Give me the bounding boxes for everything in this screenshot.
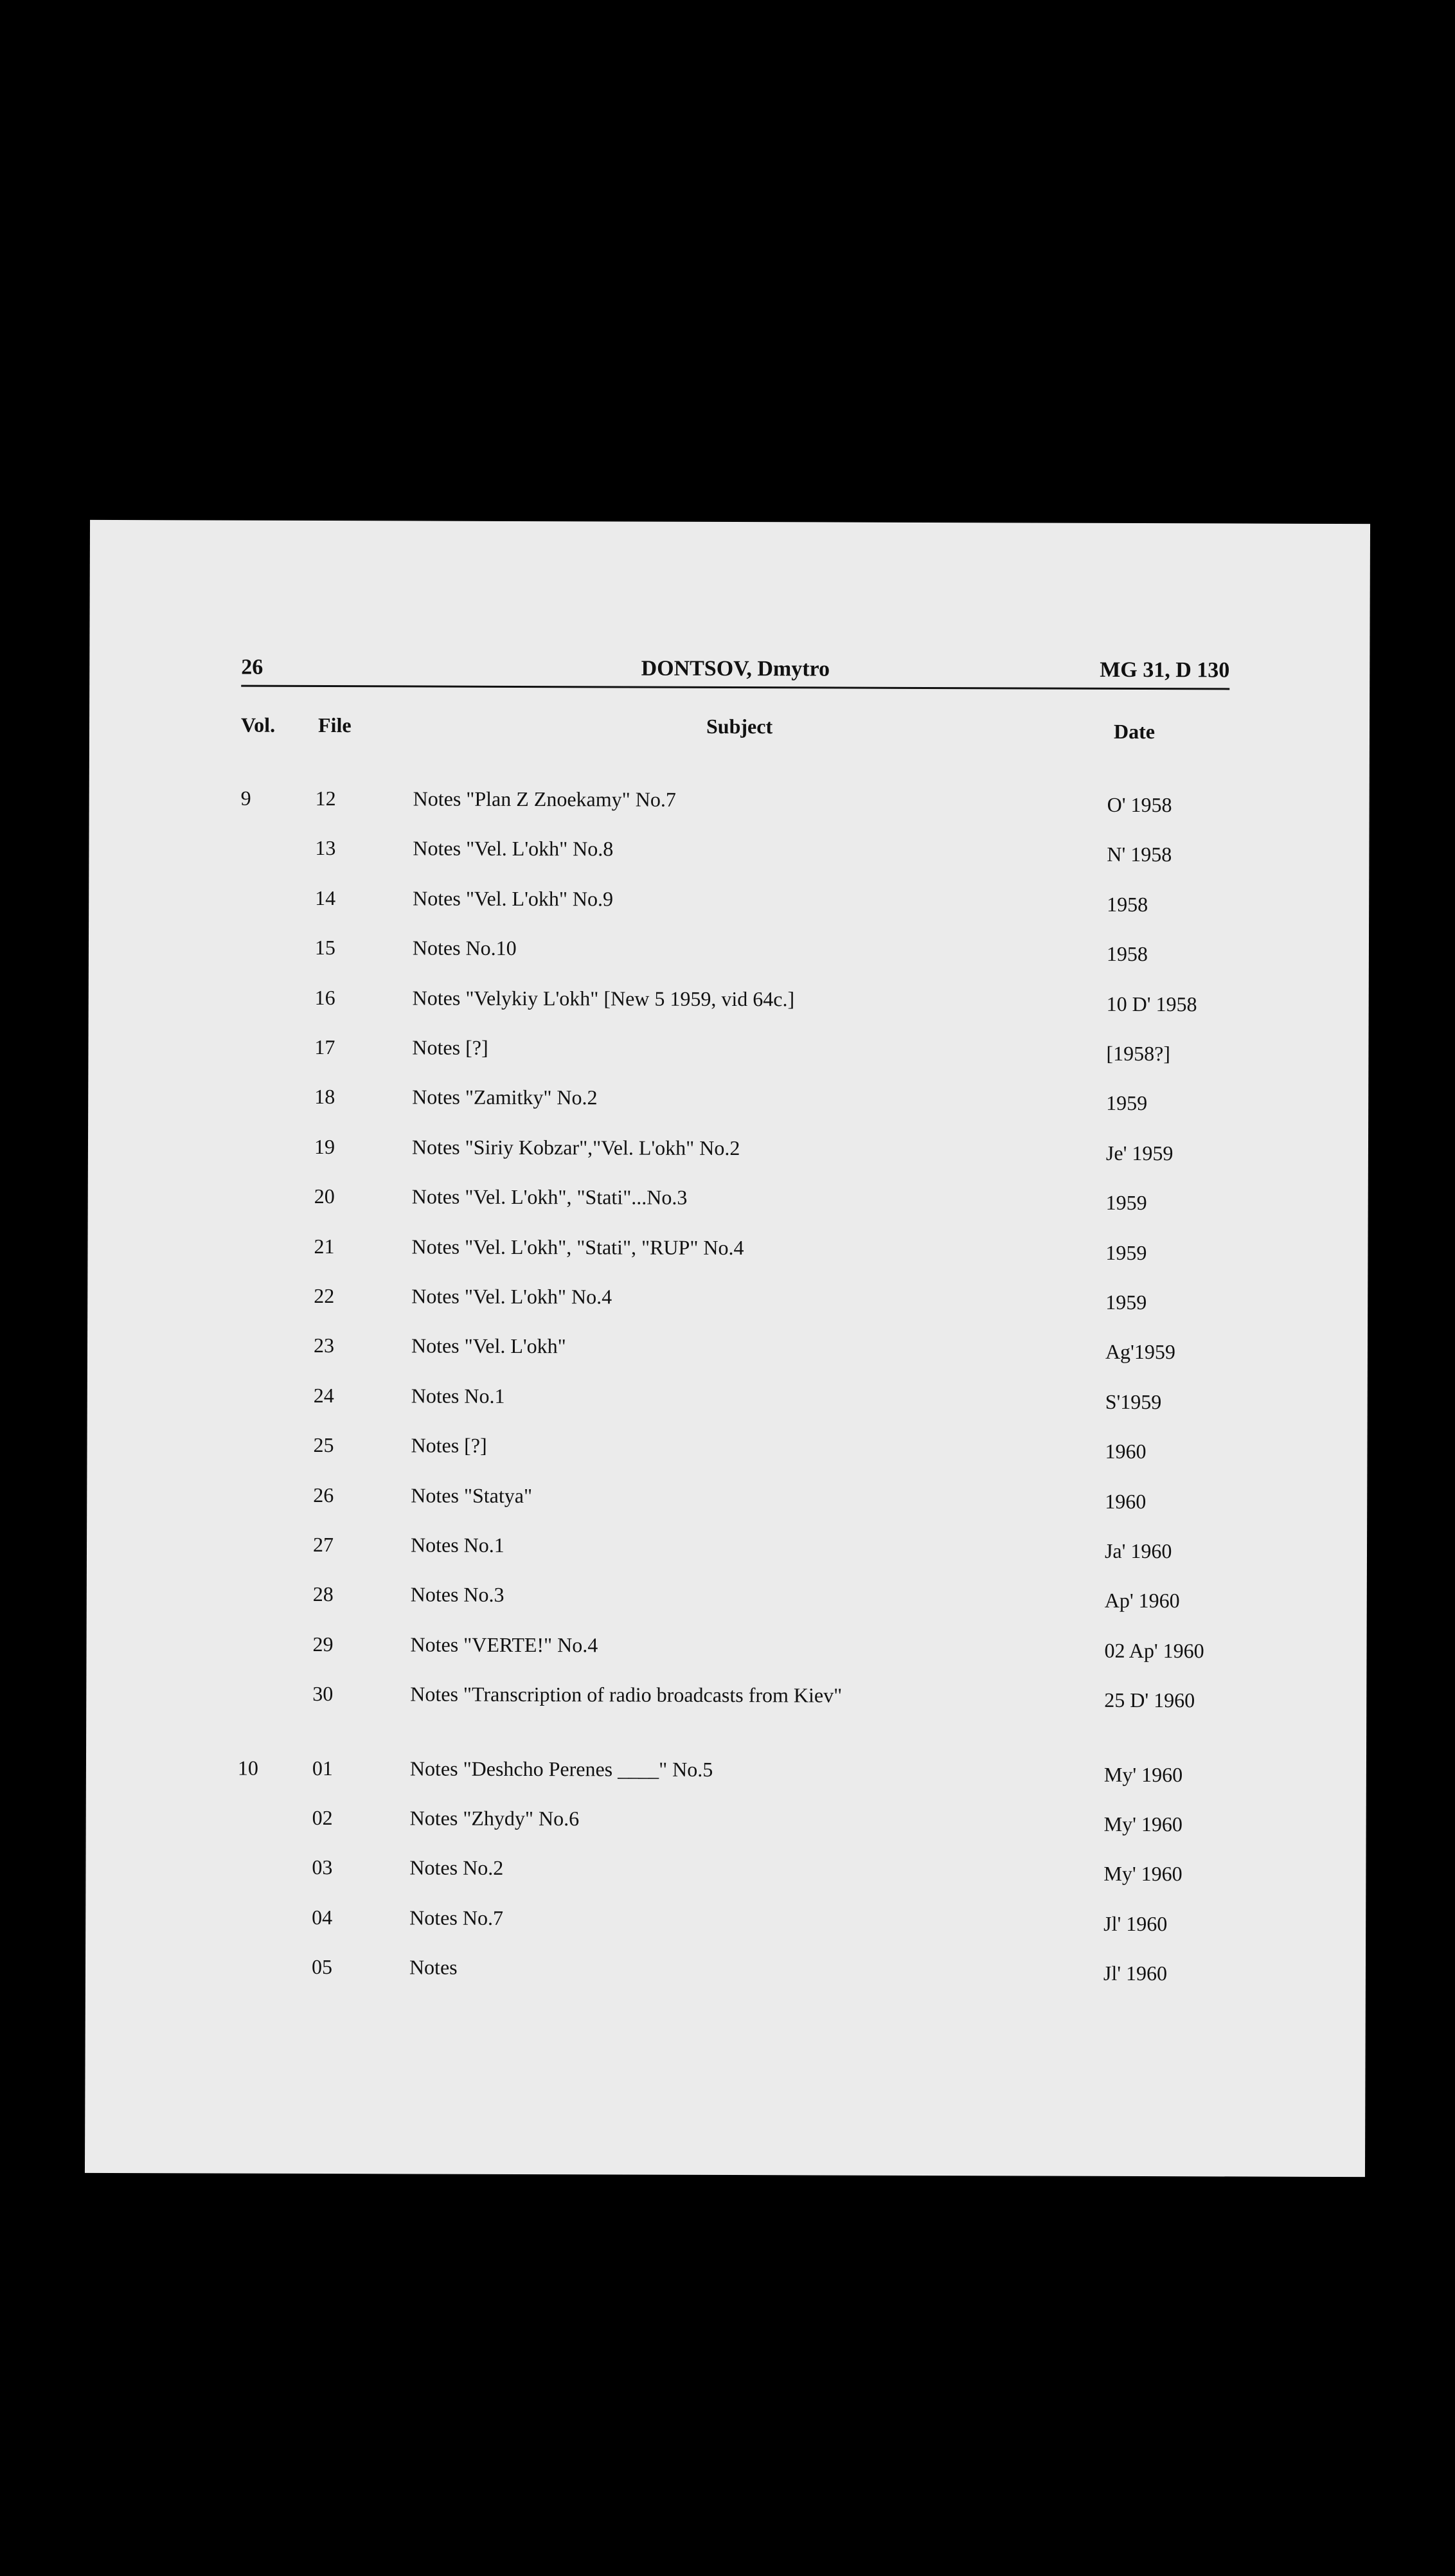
row-file: 24 xyxy=(313,1383,334,1408)
row-file: 15 xyxy=(314,935,336,960)
row-date: Jl' 1960 xyxy=(1103,1961,1168,1985)
column-header-date: Date xyxy=(1113,719,1156,744)
row-subject: Notes "Vel. L'okh", "Stati", "RUP" No.4 xyxy=(411,1235,744,1260)
table-row xyxy=(87,1582,1367,1615)
row-date: Ja' 1960 xyxy=(1104,1539,1172,1563)
row-subject: Notes [?] xyxy=(411,1433,487,1457)
row-file: 27 xyxy=(312,1532,334,1557)
row-date: O' 1958 xyxy=(1107,792,1172,817)
row-file: 25 xyxy=(313,1433,334,1457)
row-file: 19 xyxy=(314,1134,335,1159)
row-subject: Notes "Velykiy L'okh" [New 5 1959, vid 64c.] xyxy=(412,986,795,1011)
table-row xyxy=(88,1134,1368,1168)
row-file: 12 xyxy=(315,786,336,810)
row-date: Je' 1959 xyxy=(1105,1141,1174,1165)
row-subject: Notes No.1 xyxy=(411,1384,505,1408)
row-date: 02 Ap' 1960 xyxy=(1104,1638,1204,1663)
table-row xyxy=(87,1234,1368,1267)
row-date: 1958 xyxy=(1107,892,1148,917)
table-row xyxy=(85,1905,1366,1938)
table-row xyxy=(89,786,1370,819)
page-title: DONTSOV, Dmytro xyxy=(641,656,830,681)
row-date: 25 D' 1960 xyxy=(1104,1688,1195,1712)
row-subject: Notes No.7 xyxy=(409,1906,504,1929)
row-subject: Notes "Transcription of radio broadcasts from Kiev" xyxy=(410,1682,843,1707)
document-page xyxy=(85,520,1370,2177)
page-number: 26 xyxy=(241,655,263,679)
table-row xyxy=(86,1632,1366,1665)
row-date: 1959 xyxy=(1106,1091,1148,1115)
row-subject: Notes "Vel. L'okh" No.4 xyxy=(411,1284,612,1309)
row-date: 1959 xyxy=(1105,1290,1147,1314)
table-row xyxy=(86,1681,1366,1715)
table-row xyxy=(88,1084,1368,1118)
row-file: 20 xyxy=(314,1184,335,1208)
row-file: 04 xyxy=(312,1905,333,1929)
row-subject: Notes "Zamitky" No.2 xyxy=(412,1085,598,1109)
row-file: 01 xyxy=(312,1756,334,1780)
row-file: 26 xyxy=(313,1483,334,1507)
row-file: 30 xyxy=(312,1681,334,1706)
row-date: My' 1960 xyxy=(1103,1762,1183,1787)
row-file: 14 xyxy=(315,886,336,910)
table-row xyxy=(86,1756,1366,1789)
row-vol: 9 xyxy=(240,786,251,810)
table-row xyxy=(89,985,1369,1019)
row-date: [1958?] xyxy=(1106,1041,1171,1066)
table-row xyxy=(85,1954,1366,1988)
table-row xyxy=(87,1284,1368,1317)
row-subject: Notes "Siriy Kobzar","Vel. L'okh" No.2 xyxy=(411,1135,740,1160)
table-row xyxy=(88,1035,1368,1068)
table-row xyxy=(87,1333,1368,1366)
row-date: 1959 xyxy=(1105,1240,1147,1265)
row-vol: 10 xyxy=(237,1756,259,1780)
row-file: 13 xyxy=(315,836,336,860)
row-subject: Notes [?] xyxy=(412,1035,488,1059)
row-file: 02 xyxy=(312,1805,333,1830)
row-subject: Notes xyxy=(409,1955,458,1979)
row-file: 28 xyxy=(312,1582,334,1606)
row-subject: Notes "Deshcho Perenes ____" No.5 xyxy=(409,1757,713,1781)
row-subject: Notes "Plan Z Znoekamy" No.7 xyxy=(413,787,676,811)
row-date: Ap' 1960 xyxy=(1104,1588,1180,1613)
row-date: My' 1960 xyxy=(1103,1861,1183,1886)
row-file: 17 xyxy=(314,1035,335,1059)
row-subject: Notes "Vel. L'okh" xyxy=(411,1334,566,1358)
row-date: 1960 xyxy=(1105,1439,1147,1463)
table-row xyxy=(87,1532,1367,1566)
row-subject: Notes "Vel. L'okh" No.9 xyxy=(413,886,614,911)
table-row xyxy=(89,886,1369,919)
row-file: 29 xyxy=(312,1632,334,1656)
row-date: 10 D' 1958 xyxy=(1106,992,1197,1016)
table-row xyxy=(89,935,1369,969)
row-file: 03 xyxy=(312,1855,333,1879)
table-row xyxy=(86,1805,1366,1839)
column-header-file: File xyxy=(317,713,352,737)
row-date: 1960 xyxy=(1105,1489,1147,1514)
row-subject: Notes No.2 xyxy=(409,1856,504,1879)
row-file: 05 xyxy=(311,1954,333,1979)
table-row xyxy=(87,1383,1368,1417)
row-subject: Notes No.1 xyxy=(410,1533,504,1557)
row-subject: Notes No.10 xyxy=(412,936,517,960)
column-header-subject: Subject xyxy=(706,714,773,738)
row-subject: Notes "Vel. L'okh" No.8 xyxy=(413,836,614,861)
table-row xyxy=(87,1433,1367,1466)
row-file: 22 xyxy=(314,1284,335,1308)
row-subject: Notes "Vel. L'okh", "Stati"...No.3 xyxy=(411,1185,688,1209)
row-file: 21 xyxy=(314,1234,335,1258)
table-row xyxy=(87,1483,1367,1516)
row-date: S'1959 xyxy=(1105,1390,1162,1414)
table-row xyxy=(85,1855,1366,1888)
row-file: 23 xyxy=(313,1333,335,1357)
row-date: 1959 xyxy=(1105,1190,1147,1215)
row-subject: Notes "Statya" xyxy=(411,1483,533,1508)
finding-aid-table xyxy=(85,520,1370,2177)
row-date: 1958 xyxy=(1106,942,1148,966)
row-date: Ag'1959 xyxy=(1105,1339,1175,1364)
row-file: 18 xyxy=(314,1084,335,1109)
column-header-vol: Vol. xyxy=(240,713,276,737)
table-row xyxy=(89,836,1369,869)
row-subject: Notes "Zhydy" No.6 xyxy=(409,1806,580,1830)
row-date: N' 1958 xyxy=(1107,842,1172,866)
row-file: 16 xyxy=(314,985,335,1010)
row-date: My' 1960 xyxy=(1103,1812,1183,1836)
archive-reference: MG 31, D 130 xyxy=(1100,657,1230,683)
row-date: Jl' 1960 xyxy=(1103,1911,1168,1936)
row-subject: Notes No.3 xyxy=(410,1582,504,1606)
row-subject: Notes "VERTE!" No.4 xyxy=(410,1632,598,1657)
table-row xyxy=(88,1184,1368,1217)
